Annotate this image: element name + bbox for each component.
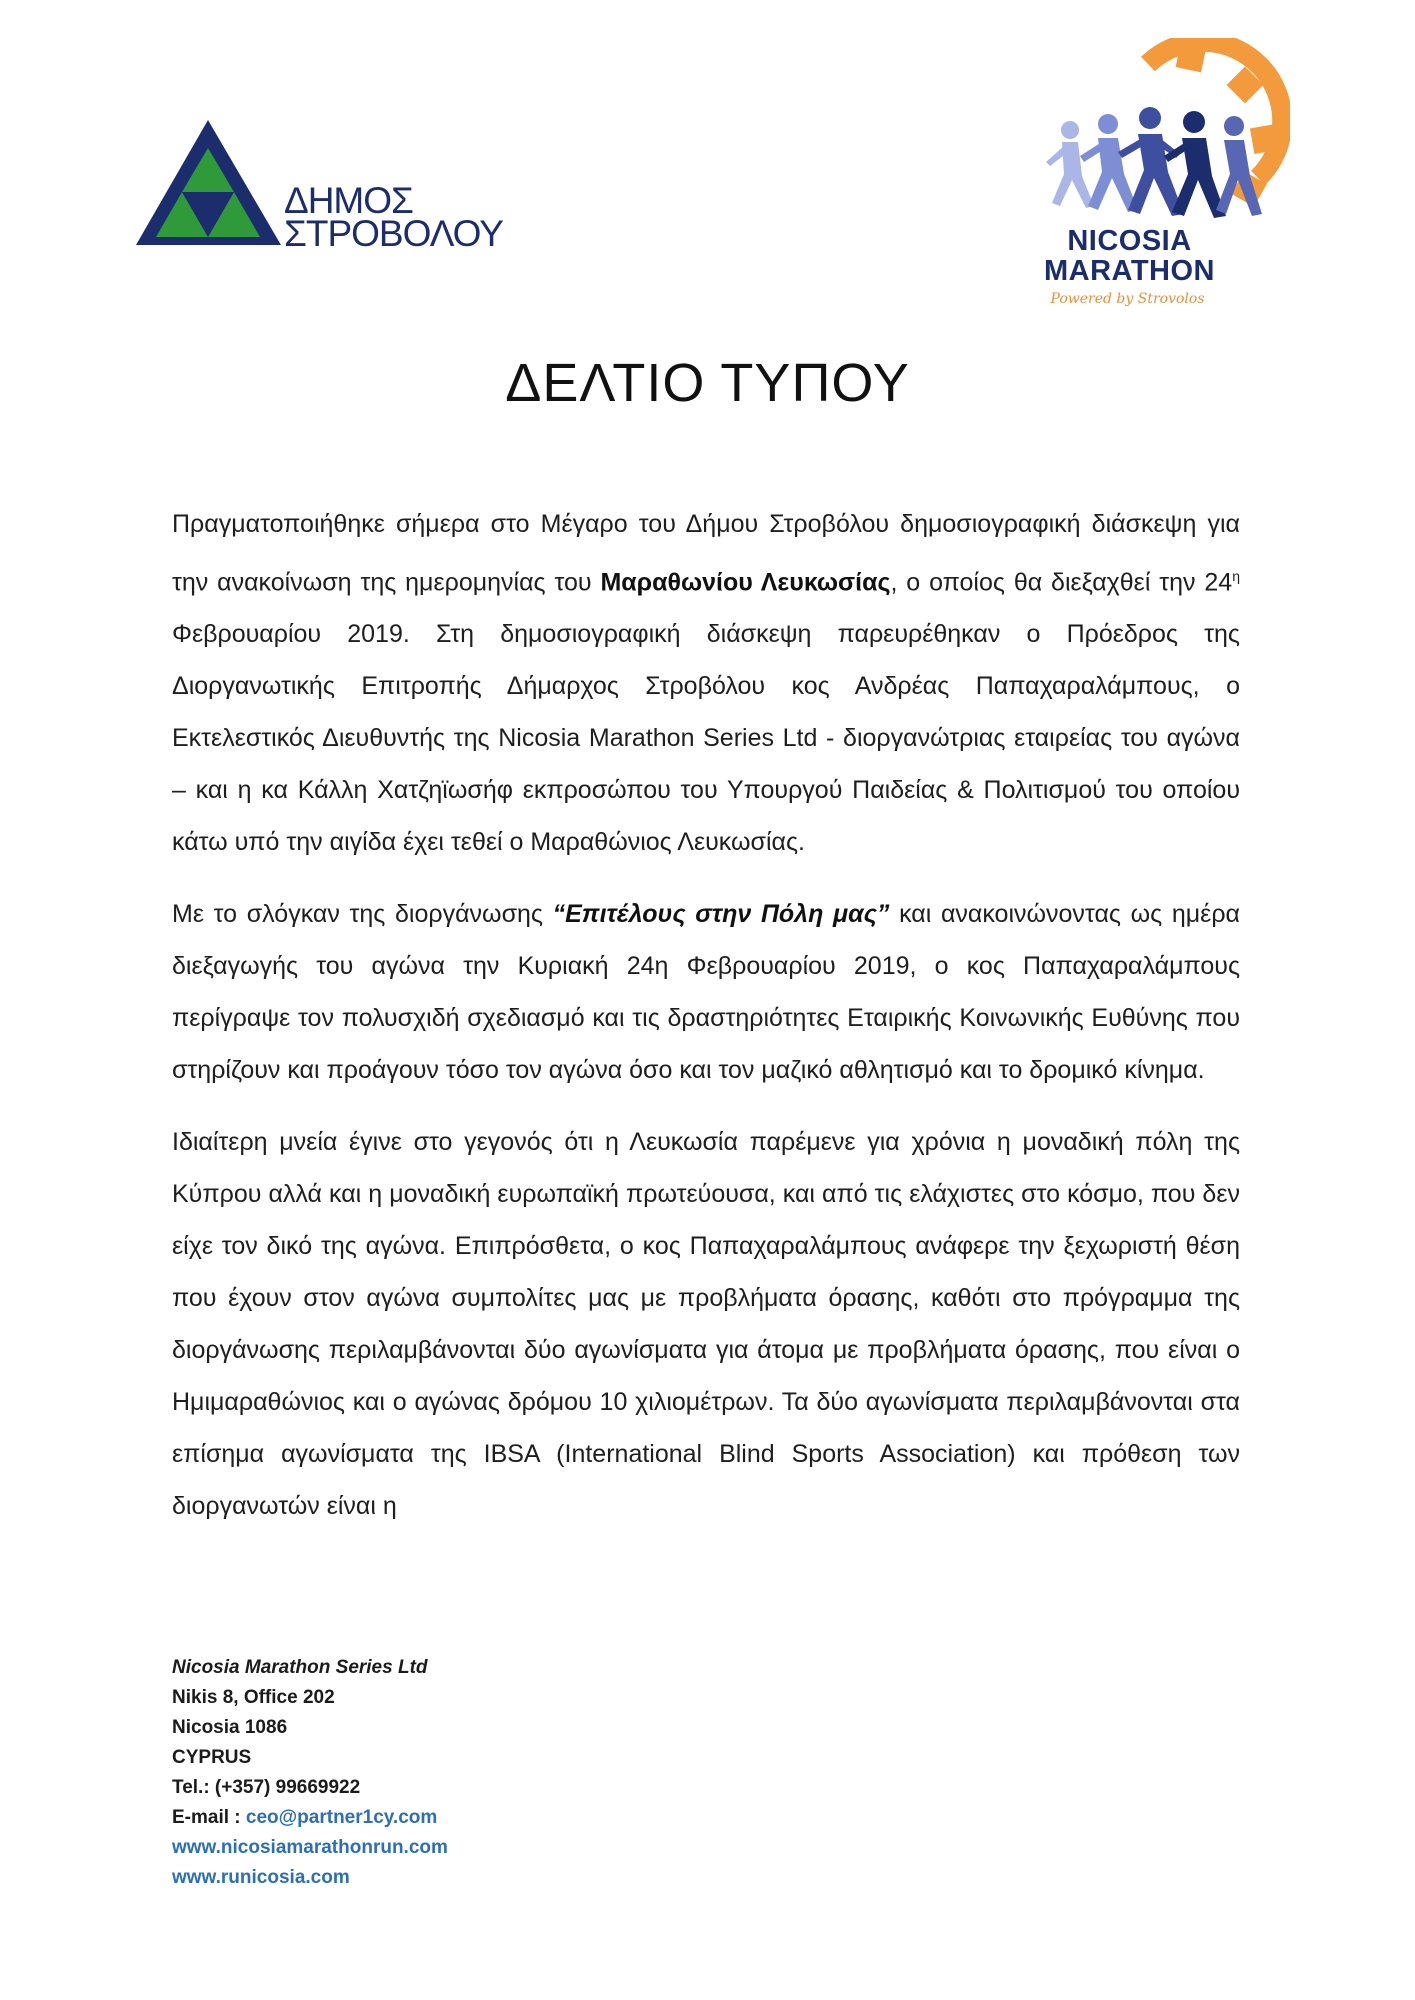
strovolos-line2: ΣΤΡΟΒΟΛΟΥ <box>284 213 503 254</box>
footer-address-2: Nicosia 1086 <box>172 1717 288 1738</box>
strovolos-emblem-icon <box>136 120 281 250</box>
footer-address-1: Nikis 8, Office 202 <box>172 1687 335 1708</box>
footer-company: Nicosia Marathon Series Ltd <box>172 1657 428 1678</box>
p2-text-a: Με το σλόγκαν της διοργάνωσης <box>172 900 553 929</box>
document-title: ΔΕΛΤΙΟ ΤΥΠΟΥ <box>505 353 910 413</box>
gear-runners-icon <box>1030 38 1290 228</box>
footer-website-2[interactable]: www.runicosia.com <box>172 1867 350 1888</box>
p1-text-d: Φεβρουαρίου 2019. Στη δημοσιογραφική διάσκεψη παρευρέθηκαν ο Πρόεδρος της Διοργανωτικής Επιτροπής Δήμαρχος Στροβόλου κος Ανδρέας Παπαχαραλάμπους, ο Εκτελεστικός Διευθυντής της Nicosia Marathon Series Ltd - διοργανώτριας εταιρείας του αγώνα – και η κα Κάλλη Χατζηϊωσήφ εκπροσώπου του Υπουργού Παιδείας & Πολιτισμού του οποίου κάτω υπό την αιγίδα έχει τεθεί ο Μαραθώνιος Λευκωσίας. <box>172 620 1240 857</box>
p2-text-c: και ανακοινώνοντας ως ημέρα διεξαγωγής του αγώνα την Κυριακή 24η Φεβρουαρίου 2019, ο κος Παπαχαραλάμπους περίγραψε τον πολυσχιδή σχεδιασμό και τις δραστηριότητες Εταιρικής Κοινωνικής Ευθύνης που στηρίζουν και προάγουν τόσο τον αγώνα όσο και τον μαζικό αθλητισμό και το δρομικό κίνημα. <box>172 900 1240 1085</box>
footer-email-label: E-mail : <box>172 1807 246 1828</box>
paragraph-1 <box>172 498 1240 868</box>
p1-bold-marathon: Μαραθωνίου Λευκωσίας <box>600 568 891 597</box>
footer-email-row <box>172 1803 772 1833</box>
footer-website-1[interactable]: www.nicosiamarathonrun.com <box>172 1837 448 1858</box>
strovolos-logo <box>136 120 503 255</box>
marathon-line1: NICOSIA <box>1067 225 1192 257</box>
marathon-wordmark <box>1032 226 1227 286</box>
marathon-tagline: Powered by Strovolos <box>1050 291 1205 307</box>
paragraph-2 <box>172 888 1240 1096</box>
nicosia-marathon-logo <box>1030 38 1290 318</box>
p1-text-c: , ο οποίος θα διεξαχθεί την 24 <box>890 568 1233 597</box>
footer-country: CYPRUS <box>172 1747 252 1768</box>
paragraph-3: Ιδιαίτερη μνεία έγινε στο γεγονός ότι η Λευκωσία παρέμενε για χρόνια η μοναδική πόλη της Κύπρου αλλά και η μοναδική ευρωπαϊκή πρωτεύουσα, και από τις ελάχιστες στο κόσμο, που δεν είχε τον δικό της αγώνα. Επιπρόσθετα, ο κος Παπαχαραλάμπους ανάφερε την ξεχωριστή θέση που έχουν στον αγώνα συμπολίτες μας με προβλήματα όρασης, καθότι στο πρόγραμμα της διοργάνωσης περιλαμβάνονται δύο αγωνίσματα για άτομα με προβλήματα όρασης, που είναι ο Ημιμαραθώνιος και ο αγώνας δρόμου 10 χιλιομέτρων. Τα δύο αγωνίσματα περιλαμβάνονται στα επίσημα αγωνίσματα της IBSA (International Blind Sports Association) και πρόθεση των διοργανωτών είναι η <box>172 1128 1240 1521</box>
p1-text-a: Πραγματοποιήθηκε σήμερα στο Μέγαρο του Δήμου Στροβόλου δημοσιογραφική διάσκεψη για την ανακοίνωση της ημερομηνίας του <box>172 510 1240 597</box>
footer-tel: Tel.: (+357) 99669922 <box>172 1777 361 1798</box>
press-release-body <box>172 498 1240 1552</box>
marathon-line2: MARATHON <box>1044 255 1215 287</box>
footer-email-link[interactable]: ceo@partner1cy.com <box>245 1807 438 1828</box>
p2-slogan: “Επιτέλους στην Πόλη μας” <box>552 900 890 929</box>
p1-superscript: η <box>1232 568 1241 584</box>
contact-footer <box>172 1653 772 1893</box>
strovolos-wordmark <box>284 180 503 254</box>
strovolos-line1: ΔΗΜΟΣ <box>284 180 413 221</box>
